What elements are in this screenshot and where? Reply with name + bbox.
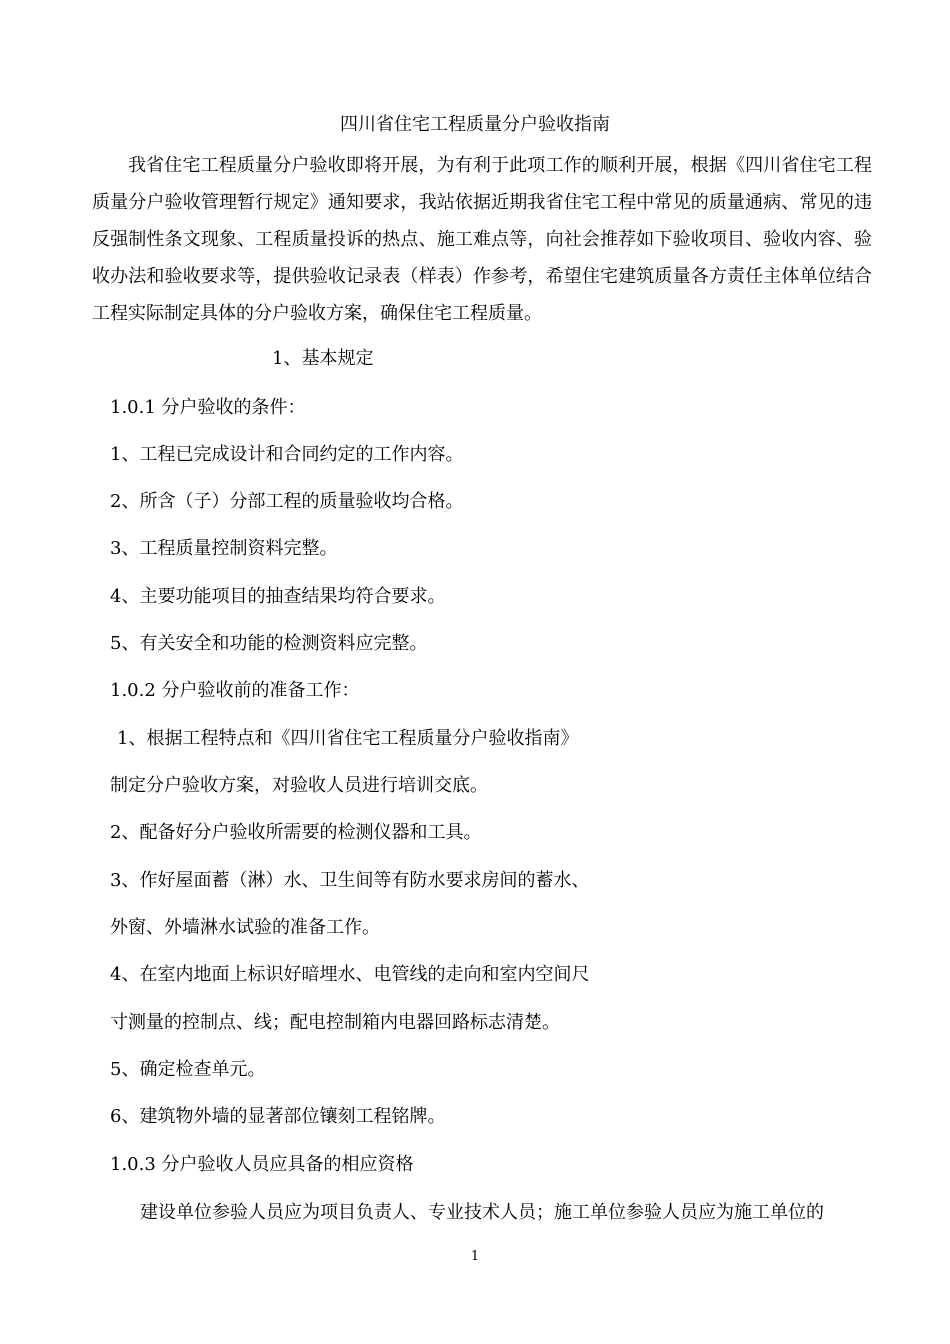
clause-101-item: 4、主要功能项目的抽查结果均符合要求。 [110,586,446,607]
clause-102-line: 制定分户验收方案，对验收人员进行培训交底。 [110,775,488,796]
clause-101-item: 1、工程已完成设计和合同约定的工作内容。 [110,444,464,465]
clause-102-line: 4、在室内地面上标识好暗埋水、电管线的走向和室内空间尺 [110,964,590,985]
clause-102-line: 1、根据工程特点和《四川省住宅工程质量分户验收指南》 [117,728,579,749]
clause-102-heading: 1.0.2 分户验收前的准备工作： [110,680,360,701]
document-title: 四川省住宅工程质量分户验收指南 [340,114,610,135]
page-number: 1 [470,1249,480,1264]
clause-102-line: 6、建筑物外墙的显著部位镶刻工程铭牌。 [110,1106,446,1127]
clause-102-line: 2、配备好分户验收所需要的检测仪器和工具。 [110,822,482,843]
clause-102-line: 3、作好屋面蓄（淋）水、卫生间等有防水要求房间的蓄水、 [110,870,590,891]
clause-101-item: 3、工程质量控制资料完整。 [110,538,338,559]
clause-101-item: 5、有关安全和功能的检测资料应完整。 [110,633,428,654]
clause-102-line: 寸测量的控制点、线；配电控制箱内电器回路标志清楚。 [110,1012,560,1033]
clause-102-line: 外窗、外墙淋水试验的准备工作。 [110,917,380,938]
section-heading: 1、基本规定 [272,348,374,369]
clause-103-text: 建设单位参验人员应为项目负责人、专业技术人员；施工单位参验人员应为施工单位的 [140,1202,824,1223]
clause-103-heading: 1.0.3 分户验收人员应具备的相应资格 [110,1154,414,1175]
clause-101-heading: 1.0.1 分户验收的条件： [110,397,306,418]
intro-paragraph: 我省住宅工程质量分户验收即将开展，为有利于此项工作的顺利开展，根据《四川省住宅工程质量分户验收管理暂行规定》通知要求，我站依据近期我省住宅工程中常见的质量通病、常见的违反强制性条文现象、工程质量投诉的热点、施工难点等，向社会推荐如下验收项目、验收内容、验收办法和验收要求等，提供验收记录表（样表）作参考，希望住宅建筑质量各方责任主体单位结合工程实际制定具体的分户验收方案，确保住宅工程质量。 [92,155,872,324]
clause-101-item: 2、所含（子）分部工程的质量验收均合格。 [110,491,464,512]
clause-102-line: 5、确定检查单元。 [110,1059,266,1080]
